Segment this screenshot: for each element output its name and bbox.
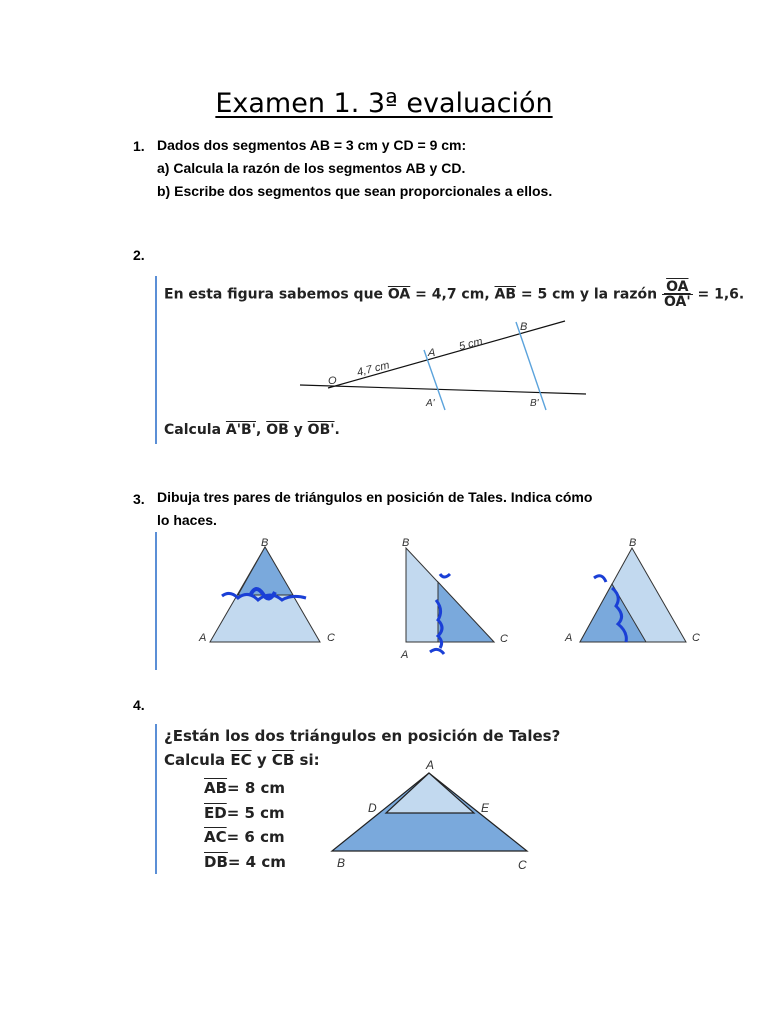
measure-db: $\overline{DB}= 4$ cm bbox=[204, 852, 286, 871]
page-title: Examen 1. 3ª evaluación bbox=[215, 88, 553, 119]
vertex-c-label: C bbox=[327, 632, 335, 644]
inner-triangle bbox=[386, 773, 474, 813]
question-2-statement: En esta figura sabemos que $\overline{OA} = 4,7$ cm, $\overline{AB} = 5$ cm y la razón $\frac{\overline{OA}}{OA'}$ = 1,6. bbox=[164, 279, 745, 310]
handwritten-mark bbox=[430, 649, 444, 654]
lower-ray bbox=[300, 385, 586, 394]
segment-ab-label: $\overline{AB}$ bbox=[494, 286, 517, 303]
vertex-b-label: B bbox=[402, 537, 410, 549]
thales-lines-figure bbox=[290, 312, 610, 412]
question-4-accent-bar bbox=[155, 724, 157, 874]
measure-ac: $\overline{AC}= 6$ cm bbox=[204, 828, 285, 846]
vertex-a-label: A bbox=[199, 632, 207, 644]
question-1-line-1: Dados dos segmentos AB = 3 cm y CD = 9 cm: bbox=[157, 137, 467, 153]
length-oa-label: 4,7 cm bbox=[355, 359, 391, 379]
triangle-figure-4 bbox=[328, 756, 538, 876]
question-4-question: ¿Están los dos triángulos en posición de Tales? bbox=[164, 727, 561, 745]
vertex-b-label: B bbox=[261, 537, 269, 549]
question-1-number: 1. bbox=[133, 138, 145, 154]
inner-triangle bbox=[438, 582, 494, 642]
vertex-e-label: E bbox=[481, 801, 490, 815]
length-ab-label: 5 cm bbox=[457, 335, 484, 353]
question-2-number: 2. bbox=[133, 247, 145, 263]
measure-ed: $\overline{ED}= 5$ cm bbox=[204, 803, 285, 822]
vertex-a-label: A bbox=[565, 632, 573, 644]
question-4-number: 4. bbox=[133, 697, 145, 713]
question-3-line-2: lo haces. bbox=[157, 512, 217, 528]
triangle-figure-3 bbox=[562, 534, 712, 664]
vertex-c-label: C bbox=[518, 858, 527, 872]
parallel-line-b bbox=[516, 322, 546, 410]
point-o-label: O bbox=[328, 375, 337, 387]
measures-list bbox=[204, 776, 286, 874]
point-a-label: A bbox=[428, 347, 436, 359]
question-3-number: 3. bbox=[133, 491, 145, 507]
question-4-ask: Calcula $\overline{EC}$ y $\overline{CB}$ si: bbox=[164, 751, 320, 769]
upper-ray bbox=[328, 321, 565, 388]
vertex-a-label: A bbox=[426, 758, 435, 772]
question-1-line-b: b) Escribe dos segmentos que sean proporcionales a ellos. bbox=[157, 183, 553, 199]
question-3-text bbox=[157, 486, 592, 532]
ratio-fraction: $\frac{\overline{OA}}{OA'}$ bbox=[663, 279, 691, 310]
point-a-prime-label: A' bbox=[426, 398, 435, 409]
vertex-d-label: D bbox=[368, 801, 377, 815]
point-b-label: B bbox=[520, 321, 528, 333]
question-3-line-1: Dibuja tres pares de triángulos en posición de Tales. Indica cómo bbox=[157, 489, 593, 505]
triangle-figure-1 bbox=[196, 534, 346, 664]
vertex-a-label: A bbox=[401, 649, 409, 661]
measure-ab: $\overline{AB}= 8$ cm bbox=[204, 779, 286, 797]
triangle-figure-2 bbox=[396, 534, 526, 664]
inner-triangle bbox=[238, 547, 293, 595]
question-2-ask: Calcula A'B', $\overline{OB}$ y OB'. bbox=[164, 422, 340, 438]
point-b-prime-label: B' bbox=[530, 398, 539, 409]
question-1-line-a: a) Calcula la razón de los segmentos AB y CD. bbox=[157, 160, 466, 176]
question-3-accent-bar bbox=[155, 532, 157, 670]
vertex-b-label: B bbox=[629, 537, 637, 549]
vertex-c-label: C bbox=[692, 632, 700, 644]
vertex-c-label: C bbox=[500, 633, 508, 645]
segment-oa-label: $\overline{OA}$ bbox=[387, 286, 411, 303]
question-2-accent-bar bbox=[155, 276, 157, 444]
question-1-text bbox=[157, 134, 552, 203]
vertex-b-label: B bbox=[337, 856, 346, 870]
